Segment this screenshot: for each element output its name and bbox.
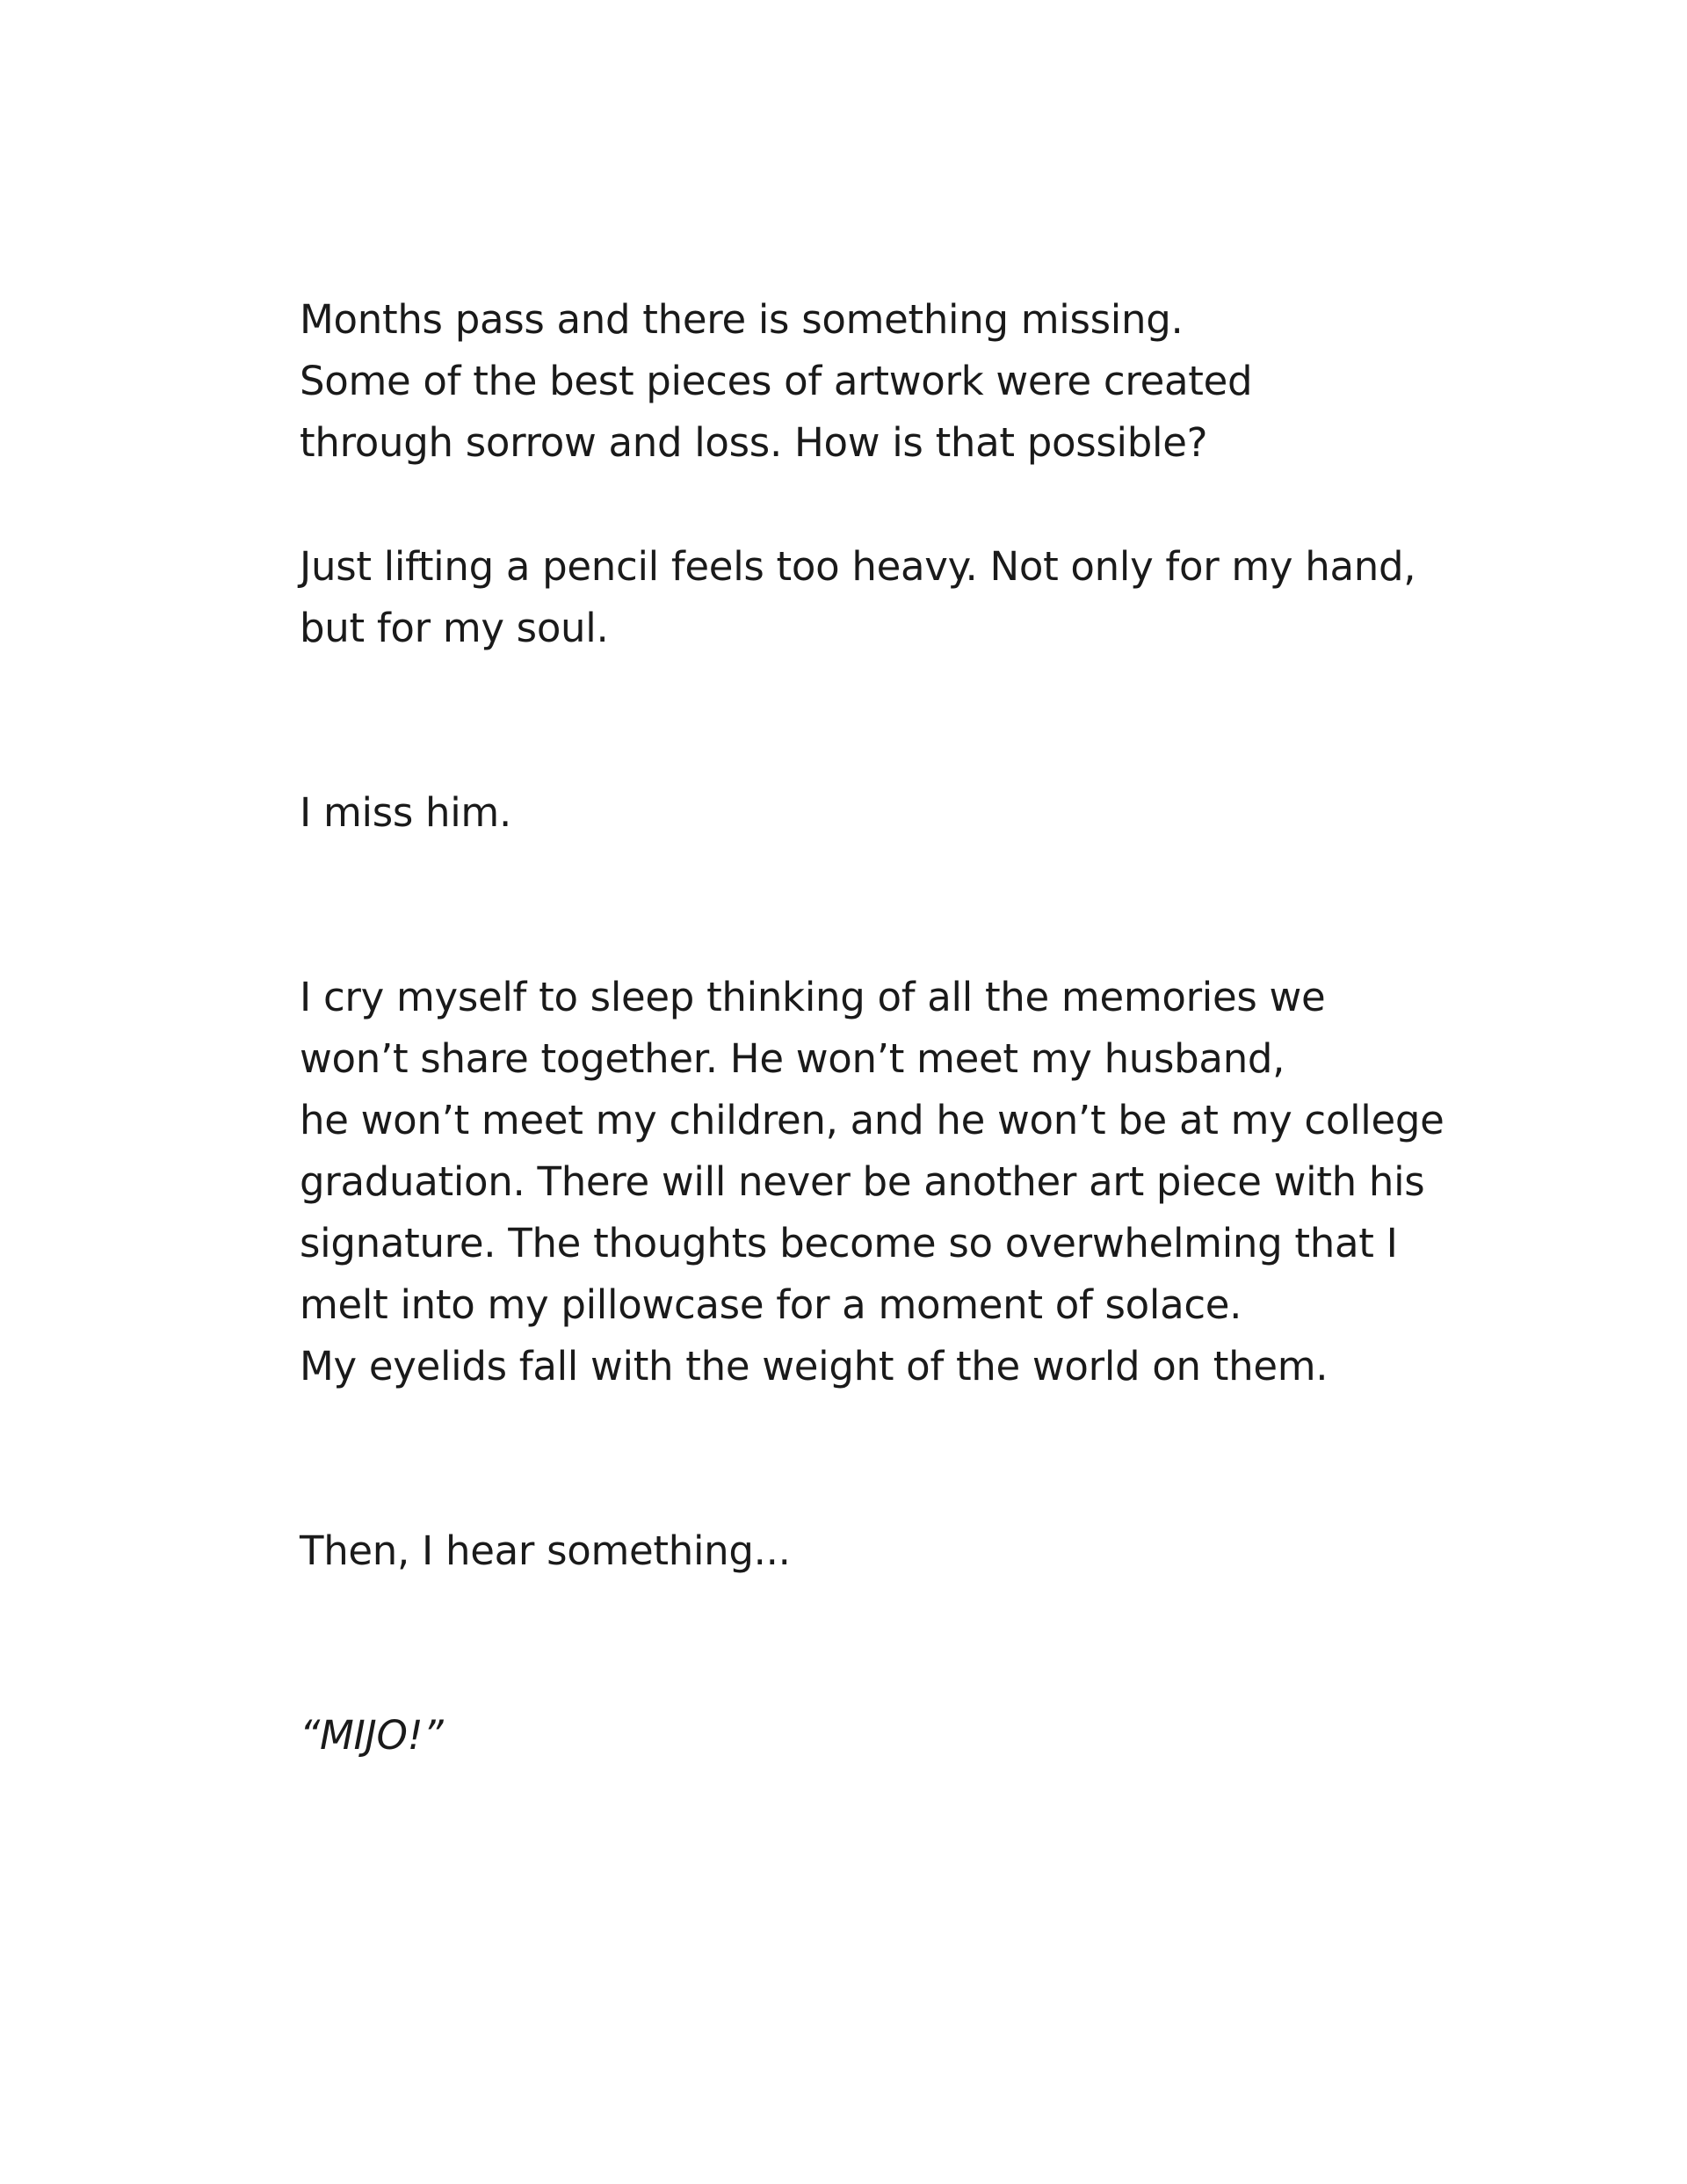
paragraph-miss-him — [300, 782, 1424, 844]
paragraph-line: but for my soul. — [300, 605, 609, 651]
paragraph-line: I miss him. — [300, 789, 511, 836]
paragraph-line: My eyelids fall with the weight of the world on them. — [300, 1343, 1329, 1389]
paragraph-line: won’t share together. He won’t meet my husband, — [300, 1035, 1285, 1082]
paragraph-something-missing — [300, 289, 1424, 474]
italic-exclamation: “MIJO!” — [300, 1712, 444, 1759]
paragraph-line: graduation. There will never be another art piece with his — [300, 1158, 1425, 1205]
paragraph-line: Months pass and there is something missing. — [300, 296, 1184, 343]
paragraph-line: I cry myself to sleep thinking of all the memories we — [300, 974, 1326, 1020]
paragraph-pencil-heavy — [300, 536, 1424, 659]
paragraph-line: Just lifting a pencil feels too heavy. Not only for my hand, — [300, 543, 1416, 590]
paragraph-line: signature. The thoughts become so overwhelming that I — [300, 1220, 1398, 1266]
paragraph-line: he won’t meet my children, and he won’t be at my college — [300, 1097, 1444, 1143]
paragraph-hear-something — [300, 1520, 1424, 1582]
paragraph-line: Some of the best pieces of artwork were created — [300, 358, 1253, 404]
paragraph-line: melt into my pillowcase for a moment of solace. — [300, 1281, 1242, 1328]
paragraph-memories — [300, 967, 1444, 1397]
paragraph-mijo-exclamation — [300, 1705, 1424, 1767]
paragraph-line: through sorrow and loss. How is that possible? — [300, 419, 1208, 466]
paragraph-line: Then, I hear something... — [300, 1527, 791, 1574]
